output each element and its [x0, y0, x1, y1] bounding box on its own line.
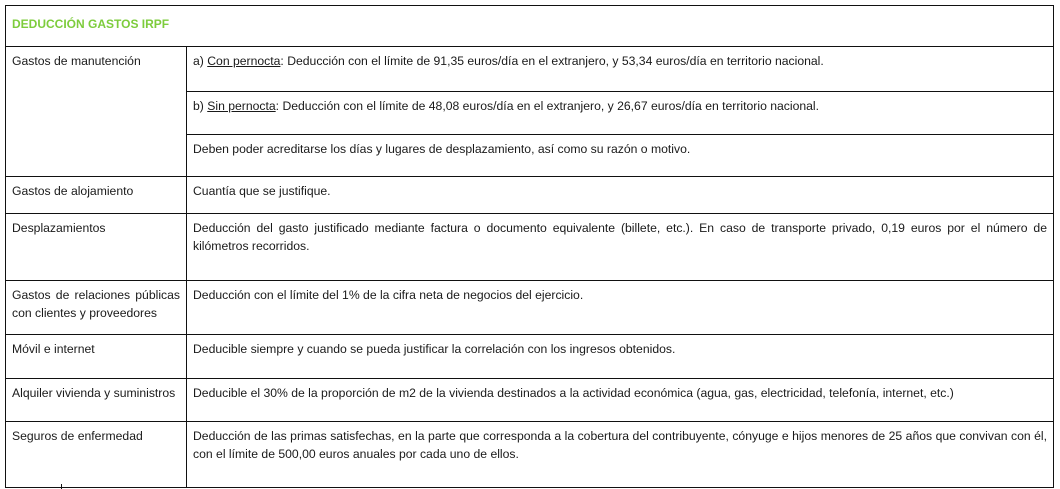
detail-cell [187, 92, 1054, 135]
detail-cell: Deducible el 30% de la proporción de m2 de la vivienda destinados a la actividad económica (agua, gas, electricidad, telefonía, internet, etc.) [187, 379, 1054, 422]
concept-cell: Seguros de enfermedad [6, 422, 187, 488]
detail-text: : Deducción con el límite de 48,08 euros/día en el extranjero, y 26,67 euros/día en territorio nacional. [275, 99, 820, 113]
concept-cell: Gastos de manutención [6, 47, 187, 177]
text-cursor-mark [61, 484, 62, 489]
concept-cell: Gastos de relaciones públicas con clientes y proveedores [6, 281, 187, 335]
concept-cell: Desplazamientos [6, 214, 187, 281]
detail-cell: Deducción del gasto justificado mediante factura o documento equivalente (billete, etc.). En caso de transporte privado, 0,19 euros por el número de kilómetros recorridos. [187, 214, 1054, 281]
irpf-deductions-table [5, 5, 1054, 488]
table-title-row [6, 6, 1054, 47]
table-row [6, 422, 1054, 488]
table-title: DEDUCCIÓN GASTOS IRPF [6, 6, 1054, 47]
table-row [6, 177, 1054, 214]
table-row [6, 335, 1054, 379]
detail-cell: Deducible siempre y cuando se pueda justificar la correlación con los ingresos obtenidos. [187, 335, 1054, 379]
detail-cell: Cuantía que se justifique. [187, 177, 1054, 214]
detail-prefix: b) [193, 99, 208, 113]
table-row [6, 379, 1054, 422]
concept-cell: Alquiler vivienda y suministros [6, 379, 187, 422]
detail-cell: Deducción de las primas satisfechas, en la parte que corresponda a la cobertura del contribuyente, cónyuge e hijos menores de 25 años que convivan con él, con el límite de 500,00 euros anuales por cada uno de ellos. [187, 422, 1054, 488]
detail-cell: Deducción con el límite del 1% de la cifra neta de negocios del ejercicio. [187, 281, 1054, 335]
detail-text: : Deducción con el límite de 91,35 euros/día en el extranjero, y 53,34 euros/día en territorio nacional. [280, 54, 824, 68]
table-row [6, 214, 1054, 281]
concept-cell: Gastos de alojamiento [6, 177, 187, 214]
detail-prefix: a) [193, 54, 208, 68]
detail-cell [187, 47, 1054, 92]
table-row [6, 47, 1054, 92]
detail-underlined: Con pernocta [207, 54, 281, 68]
detail-underlined: Sin pernocta [207, 99, 276, 113]
concept-cell: Móvil e internet [6, 335, 187, 379]
table-row [6, 281, 1054, 335]
detail-cell: Deben poder acreditarse los días y lugares de desplazamiento, así como su razón o motivo. [187, 135, 1054, 177]
